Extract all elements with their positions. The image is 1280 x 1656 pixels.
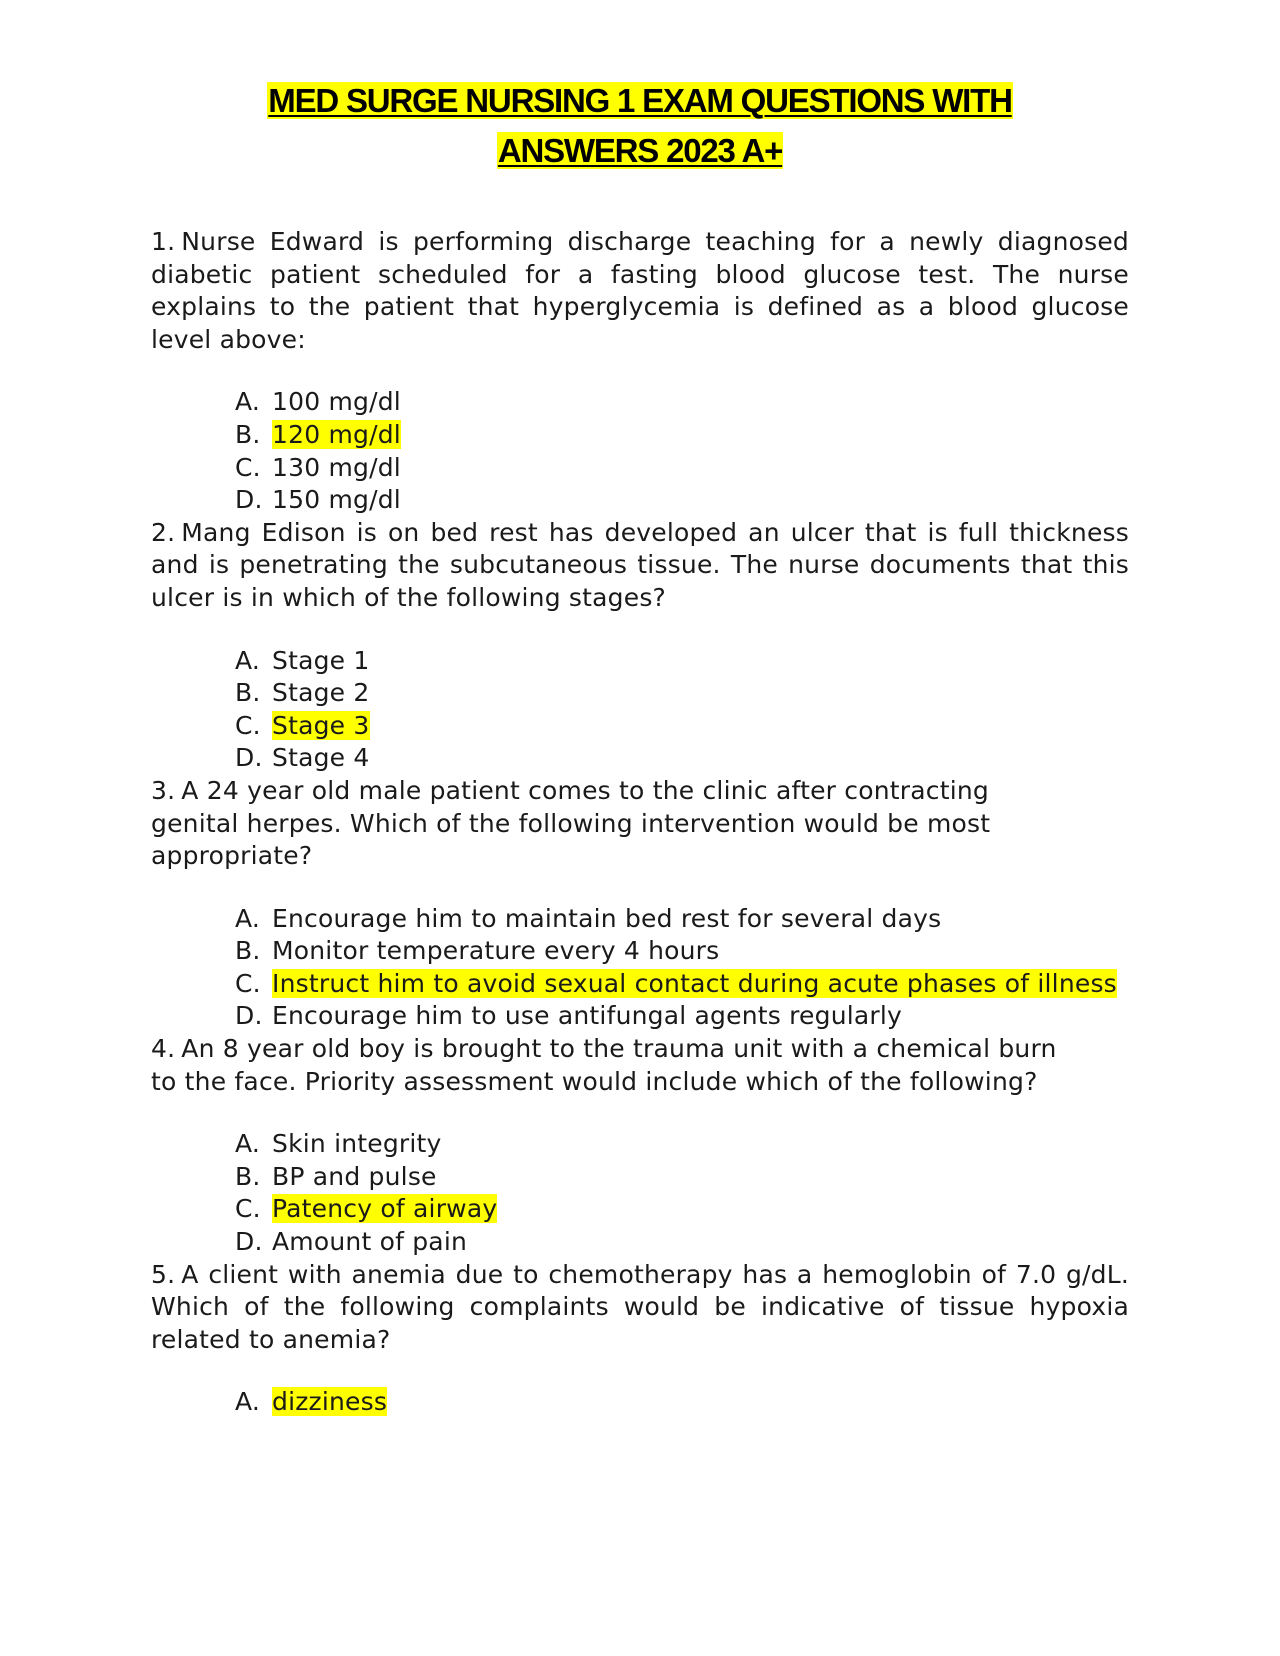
option-letter: A. bbox=[235, 903, 261, 933]
question-stem bbox=[151, 775, 1031, 873]
option-d bbox=[235, 1000, 1129, 1033]
option-a bbox=[235, 903, 1129, 936]
answer-options bbox=[151, 1386, 1129, 1419]
question-list bbox=[151, 226, 1129, 1419]
option-d bbox=[235, 1226, 1129, 1259]
question-5 bbox=[151, 1259, 1129, 1419]
option-text: Stage 4 bbox=[272, 743, 370, 773]
option-letter: D. bbox=[235, 743, 263, 773]
option-d bbox=[235, 484, 1129, 517]
option-text: BP and pulse bbox=[272, 1161, 437, 1191]
option-letter: C. bbox=[235, 710, 261, 740]
question-stem bbox=[151, 1259, 1129, 1357]
question-text: A 24 year old male patient comes to the clinic after contracting genital herpes. Which of the following intervention would be most appropriate? bbox=[151, 775, 991, 871]
option-a bbox=[235, 1386, 1129, 1419]
question-text: Mang Edison is on bed rest has developed an ulcer that is full thickness and is penetrating the subcutaneous tissue. The nurse documents that this ulcer is in which of the following stages? bbox=[151, 517, 1129, 612]
option-letter: C. bbox=[235, 452, 261, 482]
answer-options bbox=[151, 645, 1129, 775]
option-text: Encourage him to use antifungal agents regularly bbox=[272, 1001, 903, 1031]
question-stem bbox=[151, 226, 1129, 356]
document-title bbox=[150, 76, 1130, 176]
option-text: 150 mg/dl bbox=[272, 485, 401, 515]
correct-answer-highlight: 120 mg/dl bbox=[272, 419, 401, 449]
option-letter: D. bbox=[235, 1001, 263, 1031]
option-a bbox=[235, 645, 1129, 678]
option-c bbox=[235, 452, 1129, 485]
question-number: 2. bbox=[151, 517, 176, 547]
option-c bbox=[235, 1193, 1129, 1226]
option-b bbox=[235, 677, 1129, 710]
question-number: 4. bbox=[151, 1034, 176, 1064]
answer-options bbox=[151, 1128, 1129, 1258]
option-a bbox=[235, 386, 1129, 419]
answer-options bbox=[151, 903, 1129, 1033]
option-letter: B. bbox=[235, 936, 261, 966]
title-line-1: MED SURGE NURSING 1 EXAM QUESTIONS WITH bbox=[268, 82, 1012, 119]
question-number: 1. bbox=[151, 227, 176, 256]
option-b bbox=[235, 935, 1129, 968]
question-stem bbox=[151, 517, 1129, 615]
title-line-2: ANSWERS 2023 A+ bbox=[497, 132, 783, 169]
correct-answer-highlight: dizziness bbox=[272, 1387, 388, 1417]
option-letter: A. bbox=[235, 387, 261, 417]
option-letter: A. bbox=[235, 1129, 261, 1159]
option-text: 130 mg/dl bbox=[272, 452, 401, 482]
question-number: 3. bbox=[151, 775, 176, 805]
option-letter: C. bbox=[235, 968, 261, 998]
correct-answer-highlight: Stage 3 bbox=[272, 710, 370, 740]
option-letter: A. bbox=[235, 1387, 261, 1417]
option-letter: D. bbox=[235, 1227, 263, 1257]
correct-answer-highlight: Instruct him to avoid sexual contact during acute phases of illness bbox=[272, 968, 1117, 998]
question-2 bbox=[151, 517, 1129, 775]
option-b bbox=[235, 419, 1129, 452]
correct-answer-highlight: Patency of airway bbox=[272, 1194, 498, 1224]
question-text: Nurse Edward is performing discharge teaching for a newly diagnosed diabetic patient scheduled for a fasting blood glucose test. The nurse explains to the patient that hyperglycemia is defined as a blood glucose level above: bbox=[151, 227, 1129, 354]
option-a bbox=[235, 1128, 1129, 1161]
question-number: 5. bbox=[151, 1259, 176, 1289]
answer-options bbox=[151, 386, 1129, 516]
question-4 bbox=[151, 1033, 1129, 1259]
question-3 bbox=[151, 775, 1129, 1033]
option-letter: B. bbox=[235, 678, 261, 708]
option-letter: B. bbox=[235, 419, 261, 449]
question-text: A client with anemia due to chemotherapy has a hemoglobin of 7.0 g/dL. Which of the following complaints would be indicative of tissue hypoxia related to anemia? bbox=[151, 1259, 1129, 1354]
option-text: Stage 2 bbox=[272, 678, 370, 708]
option-text: Amount of pain bbox=[272, 1227, 468, 1257]
question-1 bbox=[151, 226, 1129, 517]
option-letter: A. bbox=[235, 645, 261, 675]
question-stem bbox=[151, 1033, 1071, 1098]
question-text: An 8 year old boy is brought to the trauma unit with a chemical burn to the face. Priority assessment would include which of the following? bbox=[151, 1034, 1057, 1096]
option-letter: C. bbox=[235, 1194, 261, 1224]
option-text: 100 mg/dl bbox=[272, 387, 401, 417]
option-b bbox=[235, 1161, 1129, 1194]
option-text: Stage 1 bbox=[272, 645, 370, 675]
option-text: Encourage him to maintain bed rest for several days bbox=[272, 903, 942, 933]
option-d bbox=[235, 742, 1129, 775]
option-letter: B. bbox=[235, 1161, 261, 1191]
option-letter: D. bbox=[235, 485, 263, 515]
option-text: Monitor temperature every 4 hours bbox=[272, 936, 720, 966]
option-c bbox=[235, 968, 1129, 1001]
option-text: Skin integrity bbox=[272, 1129, 442, 1159]
option-c bbox=[235, 710, 1129, 743]
